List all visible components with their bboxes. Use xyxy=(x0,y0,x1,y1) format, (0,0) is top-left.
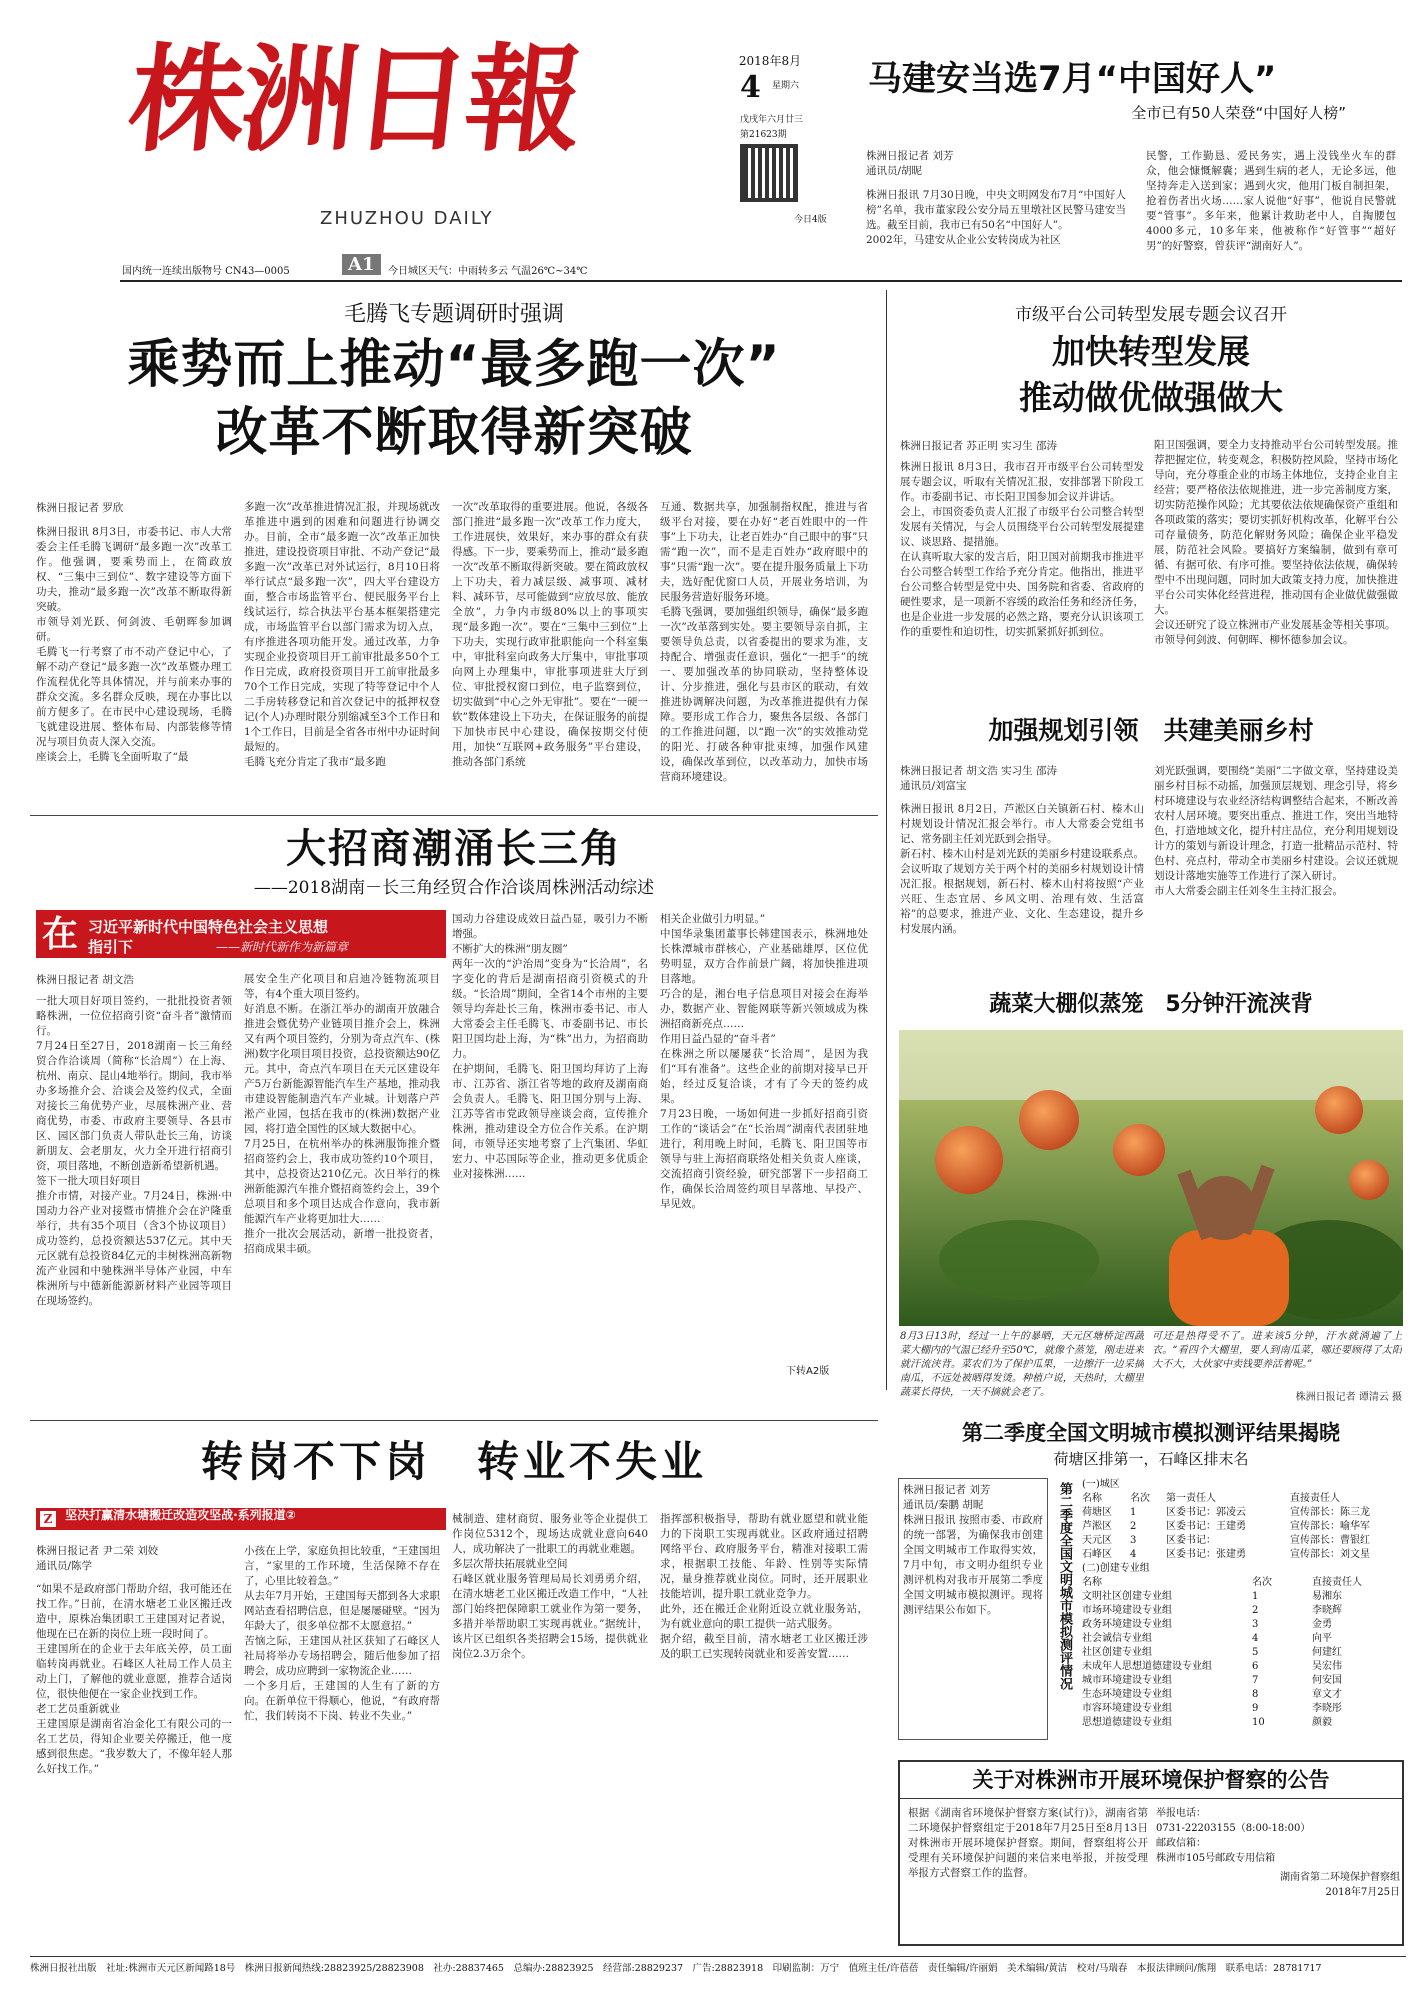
meeting-col-1: 株洲日报讯 8月3日，我市召开市级平台公司转型发展专题会议，听取有关情况汇报，安排部署下阶段工作。市委副书记、市长阳卫国参加会议并讲话。 会上，市国资委负责人汇报了市级平台公司整合转型发展有关情况，与会人员围绕平台公司转型发展提建议、谈思路、提措施。 在认真听取大家的发言后，阳卫国对前期我市推进平台公司整合转型工作给予充分肯定。他指出，推进平台公司整合转型是党中央、国务院和省委、省政府的硬性要求，是一项新不容缓的政治任务和经济任务，也是企业进一步发展的必然之路，要充分认识该项工作的重要性和迫切性，切实抓紧抓好抓到位。 xyxy=(900,461,1144,638)
lead-title-1: 乘势而上推动“最多跑一次” xyxy=(127,335,781,395)
table-row xyxy=(1082,1590,1402,1604)
table-row xyxy=(1082,1646,1402,1660)
civ-eval-textbox xyxy=(898,1478,1048,1740)
table-header-cell: 第一责任人 xyxy=(1166,1493,1216,1504)
meeting-title-1: 加快转型发展 xyxy=(1052,332,1250,371)
theme-banner xyxy=(36,910,446,958)
table-cell: 颜毅 xyxy=(1312,1717,1332,1728)
lead-col-3: 一次”改革取得的重要进展。他说，各级各部门推进“最多跑一次”改革工作力度大，工作进展快，效果好，来办事的群众有获得感。下一步，要乘势而上，推动“最多跑一次”改革不断取得新突破。要在简政放权上下功夫，着力减层级、减事项、减材料、减环节，尽可能做到“应放尽放、能放全放”，力争内市级80%以上的事项实现“最多跑一次”。要在“三集中三到位”上下功夫，实现行政审批职能向一个科室集中，审批科室向政务大厅集中，审批事项向网上办理集中，审批事项进驻大厅到位、审批授权窗口到位，电子监察到位，切实做到“中心之外无审批”。要在“一硬一软”数体建设上下功夫，在保证服务的前提下加快市民中心建设，确保按期交付使用，加快“互联网+政务服务”平台建设，推动各部门系统 xyxy=(452,501,648,768)
table-cell: 李晓彤 xyxy=(1312,1703,1342,1714)
table-row xyxy=(1082,1604,1402,1618)
lead-story xyxy=(30,300,878,870)
lead-title-2: 改革不断取得新突破 xyxy=(215,403,693,463)
column-divider xyxy=(886,290,887,1390)
lead-col-2: 多跑一次”改革推进情况汇报，并现场就改革推进中遇到的困难和问题进行协调交办。目前，全市“最多跑一次”改革正加快推进，建设投资项目审批、不动产登记“最多跑一次”改革已对外试运行，8月10日将举行试点“最多跑一次”，四大平台建设方面，整合市场监管平台、便民服务平台上线试运行，综合执法平台基本框架搭建完成，市场监管平台以部门需求为切入点，有序推进各项功能开发。通过改革，力争实现企业投资项目开工前审批最多50个工作日完成，政府投资项目开工前审批最多70个工作日完成，实现了特等登记中个人二手房转移登记和首次登记中的抵押权登记(个人)办理时限分别缩减至3个工作日和1个工作日，目前是全省各市州中办证时间最短的。 毛腾飞充分肯定了我市“最多跑 xyxy=(244,501,440,768)
table-cell: 2 xyxy=(1252,1605,1259,1616)
series-banner-icon: Z xyxy=(40,1511,56,1527)
rural-byline: 株洲日报记者 胡文浩 实习生 邵涛 通讯员/刘富宝 xyxy=(900,765,1058,792)
date-ym: 2018年8月 xyxy=(738,54,802,68)
table-row xyxy=(1082,1548,1402,1562)
weather: 今日城区天气：中雨转多云 气温26℃~34℃ xyxy=(388,266,588,277)
photo-credit: 株洲日报记者 谭清云 摄 xyxy=(1295,1392,1402,1403)
table-cell: 政务环境建设专业组 xyxy=(1082,1619,1172,1630)
civ-eval-title: 第二季度全国文明城市模拟测评结果揭晓 xyxy=(962,1421,1340,1445)
notice-contact xyxy=(1156,1806,1400,1900)
table-row xyxy=(1082,1688,1402,1702)
pumpkin xyxy=(1113,1124,1165,1176)
lead-byline: 株洲日报记者 罗欣 xyxy=(36,502,124,514)
table-cell: 何建红 xyxy=(1312,1647,1342,1658)
pages-today: 今日4版 xyxy=(794,215,827,225)
rural-col-1: 株洲日报讯 8月2日，芦淞区白关镇新石村、榛木山村规划设计情况汇报会举行。市人大常委会党组书记、常务副主任刘光跃到会指导。 新石村、榛木山村是刘光跃的美丽乡村建设联系点。会议听取了规划方关于两个村的美丽乡村规划设计情况汇报。根据规划，新石村、榛木山村将按照“产业兴旺、生态宜居、乡风文明、治理有效、生活富裕”的总要求，推进产业、文化、生态建设，提升乡村发展内涵。 xyxy=(900,803,1144,935)
qr-code xyxy=(740,144,798,202)
rural-title: 加强规划引领 共建美丽乡村 xyxy=(988,716,1314,745)
phone-number: 0731-22203155（8:00-18:00） xyxy=(1156,1823,1311,1834)
table-cell: 城市环境建设专业组 xyxy=(1082,1675,1172,1686)
table-row xyxy=(1082,1618,1402,1632)
table-cell: 1 xyxy=(1130,1507,1137,1518)
table-cell: 2 xyxy=(1130,1521,1137,1532)
masthead-pinyin: ZHUZHOU DAILY xyxy=(320,208,494,229)
table-cell: 荷塘区 xyxy=(1082,1507,1112,1518)
table-row xyxy=(1082,1702,1402,1716)
photo-caption: 8月3日13时，经过一上午的暴晒，天元区塘桥淀西蔬菜大棚内的气温已经升至50℃，就像个蒸笼，刚走进来就汗流浃背。菜农们为了保护瓜果，一边擦汗一边采摘南瓜，不远处被晒得发烫。种植户说，天热时，大棚里蔬菜长得快，一天不摘就会老了。 xyxy=(900,1331,1144,1398)
table-row xyxy=(1082,1674,1402,1688)
meeting-byline: 株洲日报记者 苏正明 实习生 邵涛 xyxy=(900,440,1058,452)
table-cell: 4 xyxy=(1130,1549,1137,1560)
table-cell: 市场环境建设专业组 xyxy=(1082,1605,1172,1616)
table-cell: 金勇 xyxy=(1312,1619,1332,1630)
table-cell: 1 xyxy=(1252,1591,1259,1602)
mailbox: 株洲市105号邮政专用信箱 xyxy=(1156,1853,1276,1864)
pumpkin xyxy=(1349,1160,1389,1200)
table-cell: 社区创建专业组 xyxy=(1082,1647,1152,1658)
table-cell: 宣传部长：陈三龙 xyxy=(1290,1507,1370,1518)
table-cell: 9 xyxy=(1252,1703,1259,1714)
mail-label: 邮政信箱： xyxy=(1156,1838,1206,1849)
table-cell: 市容环境建设专业组 xyxy=(1082,1703,1172,1714)
table-cell: 生态环境建设专业组 xyxy=(1082,1689,1172,1700)
rural-story xyxy=(896,712,1406,982)
photo-story xyxy=(896,988,1406,1408)
photo-title: 蔬菜大棚似蒸笼 5分钟汗流浃背 xyxy=(989,992,1313,1017)
theme-banner-char: 在 xyxy=(42,913,79,955)
issue: 第21623期 xyxy=(740,130,787,140)
lead-col-1: 株洲日报讯 8月3日，市委书记、市人大常委会主任毛腾飞调研“最多跑一次”改革工作。他强调，要乘势而上，在简政放权、“三集中三到位”、数字建设等方面下功夫，推动“最多跑一次”改革不断取得新突破。 市领导刘光跃、何剑波、毛朝晖参加调研。 毛腾飞一行考察了市不动产登记中心，了解不动产登记“最多跑一次”改革暨办理工作流程优化等具体情况，并与前来办事的群众交流。多名群众反映，现在办事比以前方便多了。在市民中心建设现场，毛腾飞就建设进展、整体布局、内部装修等情况与项目负责人深入交流。 座谈会上，毛腾飞全面听取了“最 xyxy=(36,526,232,763)
continue-note[interactable]: 下转A2版 xyxy=(786,1366,830,1377)
civ-eval-story xyxy=(896,1418,1406,1750)
series-banner-text: 坚决打赢清水塘搬迁改造攻坚战·系列报道② xyxy=(65,1508,296,1522)
date-day: 4 xyxy=(740,70,761,105)
group-ranking-table xyxy=(1082,1576,1402,1730)
section-2-label: (二)创建专业组 xyxy=(1082,1563,1150,1574)
table-cell: 区委书记： xyxy=(1166,1535,1216,1546)
city-ranking-table xyxy=(1082,1492,1402,1562)
investment-subtitle: ——2018湖南－长三角经贸合作洽谈周株洲活动综述 xyxy=(253,878,655,898)
employment-byline: 株洲日报记者 尹二荣 刘姣 通讯员/陈学 xyxy=(36,1545,159,1572)
table-row xyxy=(1082,1660,1402,1674)
table-cell: 区委书记：郭凌云 xyxy=(1166,1507,1246,1518)
civ-eval-table-area xyxy=(1082,1478,1402,1748)
table-cell: 区委书记：王建勇 xyxy=(1166,1521,1246,1532)
pumpkin xyxy=(1019,1090,1079,1150)
investment-story xyxy=(30,822,878,1392)
top-story-subtitle: 全市已有50人荣登“中国好人榜” xyxy=(1131,104,1346,122)
section-rule-1 xyxy=(30,815,878,816)
top-story xyxy=(862,56,1402,266)
table-header-row xyxy=(1082,1492,1402,1506)
table-cell: 7 xyxy=(1252,1675,1259,1686)
notice-signature: 湖南省第二环境保护督察组 xyxy=(1280,1872,1400,1883)
notice-date: 2018年7月25日 xyxy=(1325,1887,1400,1898)
table-cell: 6 xyxy=(1252,1661,1259,1672)
lead-kicker: 毛腾飞专题调研时强调 xyxy=(343,302,564,327)
table-cell: 3 xyxy=(1130,1535,1137,1546)
employment-col-3: 械制造、建材商贸、服务业等企业提供工作岗位5312个，现场达成就业意向640人，成功解决了一批职工的再就业难题。 多层次帮扶拓展就业空间 石峰区就业服务管理局局长刘勇勇介绍，在清水塘老工业区搬迁改造工作中，“人社部门始终把保障职工就业作为第一要务，多措并举帮助职工实现再就业。”据统计，该片区已组织各类招聘会15场，提供就业岗位2.3万余个。 xyxy=(452,1513,648,1660)
civ-eval-byline: 株洲日报记者 刘芳 通讯员/秦鹏 胡昵 xyxy=(903,1484,991,1511)
meeting-kicker: 市级平台公司转型发展专题会议召开 xyxy=(1015,305,1287,325)
series-banner xyxy=(36,1508,446,1530)
footer: 株洲日报社出版 社址:株洲市天元区新闻路18号 株洲日报新闻热线:28823925/28823908 社办:28837465 总编办:28823925 经营部:28829237 广告:28823918 印刷监制：万宁 值班主任/许蓓蓓 责任编辑/许丽娟 美术编辑/黄洁 校对/马瑞春 本报法律顾问/熊翔 联系电话：28781717 xyxy=(30,1963,1322,1974)
weekday: 星期六 xyxy=(772,81,800,91)
table-cell: 天元区 xyxy=(1082,1535,1112,1546)
theme-banner-line2: 指引下 xyxy=(88,938,134,956)
date-box xyxy=(700,52,840,272)
investment-byline: 株洲日报记者 胡文浩 xyxy=(36,974,134,986)
civ-eval-subtitle: 荷塘区排第一，石峰区排末名 xyxy=(1053,1450,1249,1468)
meeting-story xyxy=(896,300,1406,700)
employment-col-4: 指挥部积极指导，帮助有就业愿望和就业能力的下岗职工实现再就业。区政府通过招聘网络平台、政府服务平台，精准对接职工需求，根据职工技能、年龄、性别等实际情况，量身推荐就业岗位。同时，还开展职业技能培训，提升职工就业竞争力。 此外，还在搬迁企业附近设立就业服务站，为有就业意向的职工提供一站式服务。 据介绍，截至目前，清水塘老工业区搬迁涉及的职工已实现转岗就业和妥善安置…… xyxy=(660,1513,868,1660)
table-cell: 5 xyxy=(1252,1647,1259,1658)
table-cell: 易湘东 xyxy=(1312,1591,1342,1602)
top-story-byline: 株洲日报记者 刘芳 通讯员/胡昵 xyxy=(866,150,954,177)
employment-title: 转岗不下岗 转业不失业 xyxy=(200,1437,707,1486)
pumpkin xyxy=(1315,1086,1363,1134)
rural-col-2: 刘光跃强调，要围绕“美丽”二字做文章，坚持建设美丽乡村目标不动摇，加强顶层规划、理念引导，将乡村环境建设与农业经济结构调整结合起来，不断改善农村人居环境。要突出重点、推进工作，突出当地特色，打造地域文化，提升村庄品位，充分利用规划设计方的策划与新设计理念，打造一批精品示范村、特色村、亮点村，带动全市美丽乡村建设。会议还就规划设计落地实施等工作进行了深入研讨。 市人大常委会副主任刘冬生主持汇报会。 xyxy=(1154,765,1398,897)
table-cell: 8 xyxy=(1252,1689,1259,1700)
top-story-body-left: 株洲日报讯 7月30日晚，中央文明网发布7月“中国好人榜”名单，我市董家段公安分局五里墩社区民警马建安当选。截至目前，我市已有50名“中国好人”。 2002年，马建安从企业公安转岗成为社区 xyxy=(866,189,1126,246)
table-header-cell: 名次 xyxy=(1130,1493,1150,1504)
table-cell: 李晓辉 xyxy=(1312,1605,1342,1616)
notice-body: 根据《湖南省环境保护督察方案(试行)》，湖南省第二环境保护督察组定于2018年7月25日至8月13日对株洲市开展环境保护督察。期间，督察组将公开受理有关环境保护问题的来信来电举报，并按受理举报方式督察工作的监督。 xyxy=(908,1807,1148,1879)
table-row xyxy=(1082,1506,1402,1520)
masthead-logo: 株洲日報 xyxy=(122,32,586,168)
employment-col-2: 小孩在上学，家庭负担比较重，“王建国坦言，“家里的工作环境，生活保障不存在了，心里比较着急。” 从去年7月开始，王建国每天都到各大求职网站查看招聘信息，但是屡屡碰壁。“因为年龄大了，很多单位都不太愿意招。” 苦恼之际，王建国从社区获知了石峰区人社局将举办专场招聘会，随后他参加了招聘会，成功应聘到一家物流企业…… 一个多月后，王建国的人生有了新的方向。在新单位干得顺心，他说，“有政府帮忙，我们转岗不下岗、转业不失业。” xyxy=(244,1545,440,1722)
cn-number: 国内统一连续出版物号 CN43—0005 xyxy=(122,266,290,277)
table-cell: 未成年人思想道德建设专业组 xyxy=(1082,1661,1212,1672)
civ-eval-body: 株洲日报讯 按照市委、市政府的统一部署，为确保我市创建全国文明城市工作取得实效，7月中旬，市文明办组织专业测评机构对我市开展第二季度全国文明城市模拟测评。现将测评结果公布如下。 xyxy=(903,1514,1043,1616)
table-header-cell: 名次 xyxy=(1252,1577,1272,1588)
table-cell: 向平 xyxy=(1312,1633,1332,1644)
table-cell: 宣传部长：喻华军 xyxy=(1290,1521,1370,1532)
table-cell: 文明社区创建专业组 xyxy=(1082,1591,1172,1602)
table-header-cell: 直接责任人 xyxy=(1290,1493,1340,1504)
phone-label: 举报电话： xyxy=(1156,1808,1206,1819)
theme-banner-slogan: ——新时代新作为新篇章 xyxy=(216,940,349,954)
table-row xyxy=(1082,1632,1402,1646)
civ-eval-side-heading: 第二季度全国文明城市模拟测评情况 xyxy=(1057,1482,1072,1690)
employment-story xyxy=(30,1432,878,1947)
investment-col-4: 相关企业做引力明显。” 中国华录集团董事长韩建国表示，株洲地处长株潭城市群核心，产业基础雄厚，区位优势明显，双方合作前景广阔，将加快推进项目落地。 巧合的是，湘台电子信息项目对接会在海举办，数据产业、智能网联等新兴领域成为株洲招商新亮点…… 作用日益凸显的“奋斗者” 在株洲之所以屡屡获“长洽周”，是因为我们“耳有准备”。这些企业的前期对接早已开始，经过反复洽谈，才有了今天的签约成果。 7月23日晚，一场如何进一步抓好招商引资工作的“谈话会”在“长治周”湖南代表团驻地进行，利用晚上时间，毛腾飞、阳卫国等市领导与驻上海招商联络处相关负责人座谈，交流招商引资经验，研究部署下一步招商工作，确保长洽周签约项目早落地、早投产、早见效。 xyxy=(660,913,868,1210)
top-story-body-right: 民警，工作勤恳、爱民务实，遇上没钱坐火车的群众，他会慷慨解囊；遇到生病的老人，无论多远，他坚持奔走入送到家；遇到火灾，他用门板自制担架，抢着伤者出火场……家人说他“好事”，他说自民警就要“管事”。多年来，他累计救助老中人，自掏腰包4000多元，10多年来，他被称作“好管事”“超好男”的好警察，曾获评“湖南好人”。 xyxy=(1146,150,1396,252)
lunar: 戊戌年六月廿三 xyxy=(740,115,804,125)
theme-banner-line1: 习近平新时代中国特色社会主义思想 xyxy=(88,918,329,936)
notice-box xyxy=(898,1760,1404,1946)
table-row xyxy=(1082,1716,1402,1730)
pumpkin xyxy=(935,1126,1003,1194)
meeting-col-2: 阳卫国强调，要全力支持推动平台公司转型发展。推荐把握定位，转变观念，积极防控风险，坚持市场化导向，充分尊重企业的市场主体地位，支持企业自主经营；要严格依法依规推进，进一步完善制度方案，切实防范操作风险；尤其要依法依规确保资产重组和各项政策的落实；要切实抓好机构改革，化解平台公司存量债务，防范化解财务风险；确保企业平稳发展，防范社会风险。要搞好方案编制，做到有章可循、有据可依、有序可推。要坚持依法依规，确保转型中不出现问题，同时加大政策支持力度，加快推进平台公司实体化经营进程，推动国有企业做优做强做大。 会议还研究了设立株洲市产业发展基金等相关事项。 市领导何剑波、何朝晖、柳怀德参加会议。 xyxy=(1154,439,1398,646)
top-story-title: 马建安当选7月“中国好人” xyxy=(868,59,1277,99)
table-header-cell: 直接责任人 xyxy=(1312,1577,1362,1588)
photo-caption-right: 可还是热得受不了。进来该5分钟，汗水就淌遍了上衣。“看四个大棚里，要人到南瓜菜，哪还要顾得了太阳大不大，大伙家中卖钱要养活着呢。” xyxy=(1152,1331,1402,1370)
section-1-label: (一)城区 xyxy=(1082,1479,1120,1490)
greenhouse-photo xyxy=(899,1030,1403,1326)
table-cell: 10 xyxy=(1252,1717,1265,1728)
investment-col-1: 一批大项目好项目签约，一批批投资者领略株洲，一位位招商引资“奋斗者”激情而行。 7月24日至27日，2018湖南－长三角经贸合作洽谈周（简称“长洽周”）在上海、杭州、南京、昆山4地举行。期间，我市举办多场推介会、洽谈会及签约仪式，全面对接长三角优势产业，尽展株洲产业、营商优势，市委、市政府主要领导、各县市区、园区部门负责人带队赴长三角，访谈新朋友、会老朋友，火力全开进行招商引资，项目落地，不断创造新希望新机遇。 签下一批大项目好项目 推介市情，对接产业。7月24日，株洲·中国动力谷产业对接暨市情推介会在沪隆重举行，共有35个项目（含3个协议项目）成功签约，总投资额达537亿元。其中天元区就有总投资84亿元的丰树株洲高新物流产业园和中驰株洲半导体产业园，中车株洲所与中德新能源新材料产业园等项目在现场签约。 xyxy=(36,995,232,1307)
meeting-title-2: 推动做优做强做大 xyxy=(1019,378,1283,417)
table-cell: 何安国 xyxy=(1312,1675,1342,1686)
table-cell: 石峰区 xyxy=(1082,1549,1112,1560)
table-cell: 吴宏伟 xyxy=(1312,1661,1342,1672)
investment-title: 大招商潮涌长三角 xyxy=(286,826,622,872)
table-row xyxy=(1082,1520,1402,1534)
table-cell: 社会诚信专业组 xyxy=(1082,1633,1152,1644)
table-cell: 宣传部长：曹银红 xyxy=(1290,1535,1370,1546)
investment-col-2: 展安全生产化项目和启迪冷链物流项目等，有4个重大项目签约。 好消息不断。在浙江举办的湖南开放融合推进会暨优势产业链项目推介会上，株洲又有两个项目签约，分别为奇点汽车、(株洲)数字化项目项目投资，总投资额达90亿元。其中，奇点汽车项目在天元区建设年产5万台新能源智能汽车生产基地，推动我市建设智能制造汽车产业城。计划落户芦淞产业园，包括在我市的(株洲)数据产业园，将打造全国性的区域大数据中心。 7月25日，在杭州举办的株洲服饰推介暨招商签约会上，我市成功签约10个项目，其中，总投资达210亿元。次日举行的株洲新能源汽车推介暨招商签约会上，39个总项目和多个项目达成合作意向，我市新能源汽车产业将更加壮大…… 推介一批次会展活动，新增一批投资者，招商成果丰硕。 xyxy=(244,973,440,1255)
table-header-cell: 名称 xyxy=(1082,1493,1102,1504)
table-cell: 4 xyxy=(1252,1633,1259,1644)
table-cell: 章文才 xyxy=(1312,1689,1342,1700)
table-header-row xyxy=(1082,1576,1402,1590)
footer-rule xyxy=(30,1956,1406,1957)
investment-col-3: 国动力谷建设成效日益凸显，吸引力不断增强。 不断扩大的株洲“朋友圈” 两年一次的“沪治周”变身为“长洽周”，名字变化的背后是湖南招商引资模式的升级。“长洽周”期间，全省14个市州的主要领导均奔赴长三角，株洲市委书记、市人大常委会主任毛腾飞、市委副书记、市长阳卫国均赴上海，为“株”出力，为招商助力。 在护期间，毛腾飞、阳卫国均拜访了上海市、江苏省、浙江省等地的政府及湖南商会负责人。毛腾飞、阳卫国分别与上海、江苏等省市党政领导座谈会商，宣传推介株洲，推动建设全方位合作关系。在沪期间，市领导还实地考察了上汽集团、华虹宏力、中芯国际等企业，推动更多优质企业对接株洲…… xyxy=(452,913,648,1180)
employment-col-1: “如果不是政府部门帮助介绍，我可能还在找工作。”日前，在清水塘老工业区搬迁改造中，原株冶集团职工王建国对记者说，他现在已在新的岗位上班一段时间了。 王建国所在的企业于去年底关停，员工面临转岗再就业。石峰区人社局工作人员主动上门，了解他的就业意愿，推荐合适岗位，很快他便在一家企业找到工作。 老工艺员重新就业 王建国原是湖南省冶金化工有限公司的一名工艺员，得知企业要关停搬迁，他一度感到很焦虑。“我岁数大了，不像年轻人那么好找工作。” xyxy=(36,1583,232,1775)
lead-col-4: 互通、数据共享，加强制指权配，推进与省级平台对接，要在办好“老百姓眼中的一件事”上下功夫，让老百姓办“自己眼中的事”只需“跑一次”，而不是走百姓办“政府眼中的事”只需“跑一次”。要在提升服务质量上下功夫，选好配优窗口人员，开展业务培训，为民服务营造好服务环境。 毛腾飞强调，要加强组织领导，确保“最多跑一次”改革落到实处。要主要领导亲自抓，主要领导负总责，以省委提出的要求为准，支持配合、增强责任意识，强化“一把手”的统一、要加强改革的协同联动，坚持整体设计、分步推进，强化与县市区的联动，有效推进协调解决问题，为改革推进提供有力保障。要形成工作合力，聚焦各层级、各部门的工作推进问题，以“跑一次”的实效推动党的阳光、打破各种审批束缚，加强作风建设，确保改革到位，以改革动力，加快市场营商环境建设。 xyxy=(660,501,868,783)
table-row xyxy=(1082,1534,1402,1548)
table-header-cell: 名称 xyxy=(1082,1577,1102,1588)
section-rule-2 xyxy=(30,1420,878,1421)
table-cell: 宣传部长：刘文星 xyxy=(1290,1549,1370,1560)
table-cell: 芦淞区 xyxy=(1082,1521,1112,1532)
table-cell: 区委书记：张建勇 xyxy=(1166,1549,1246,1560)
page-label: A1 xyxy=(342,254,381,275)
notice-title: 关于对株洲市开展环境保护督察的公告 xyxy=(900,1762,1402,1799)
table-cell: 3 xyxy=(1252,1619,1259,1630)
masthead-rule xyxy=(120,280,1402,282)
table-cell: 思想道德建设专业组 xyxy=(1082,1717,1172,1728)
